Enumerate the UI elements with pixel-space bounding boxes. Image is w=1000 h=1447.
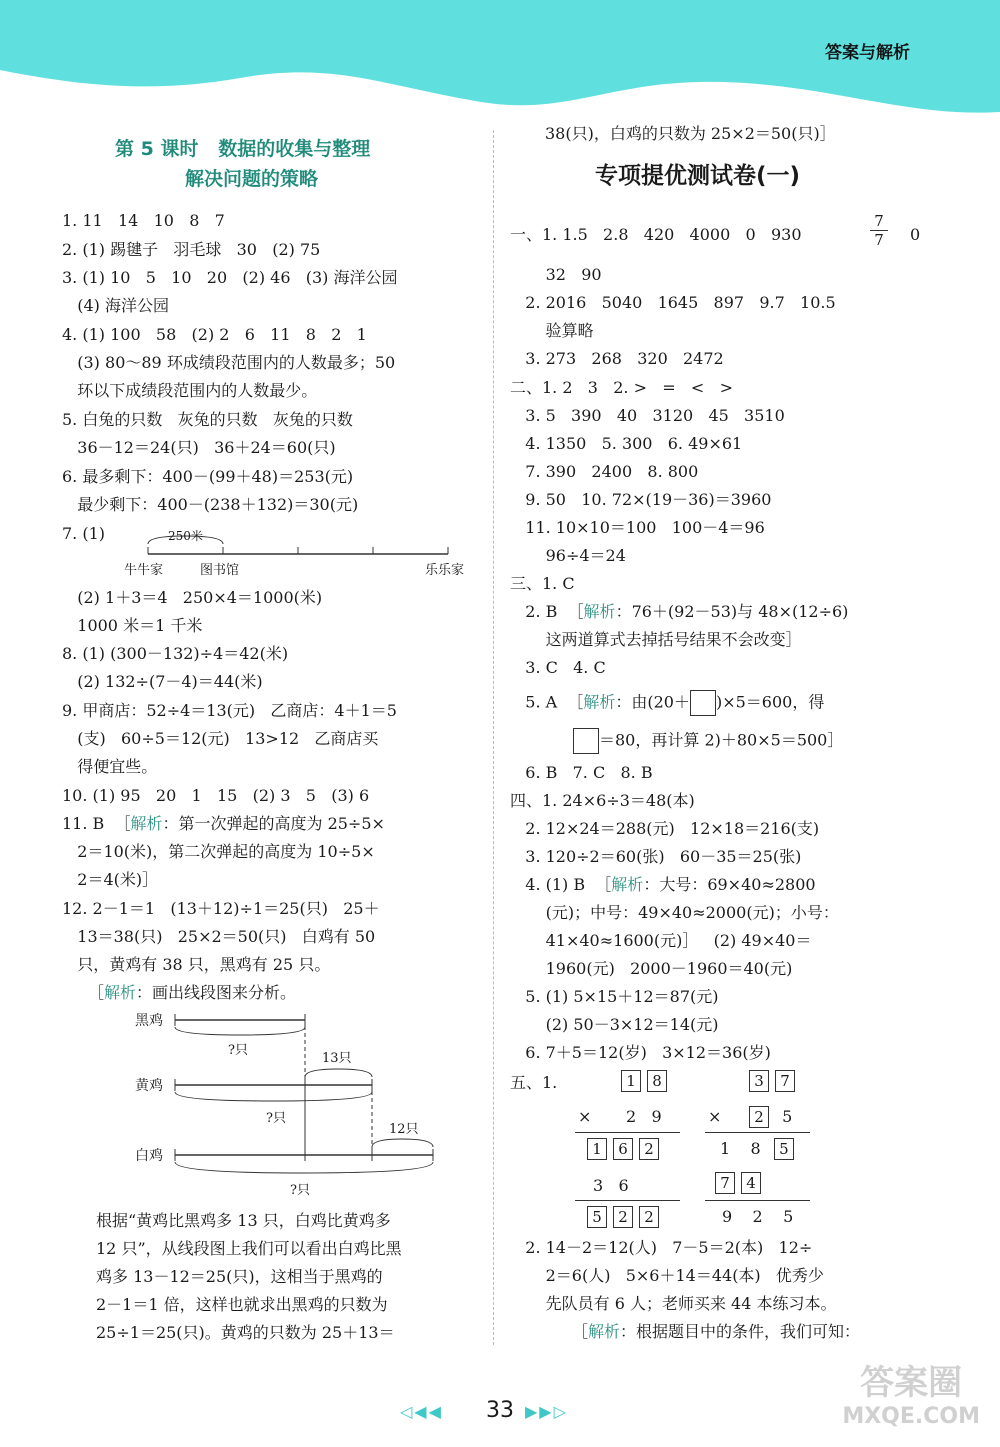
digit: 6 xyxy=(618,1176,629,1195)
answer-line: 5. 白兔的只数 灰兔的只数 灰兔的只数 xyxy=(62,410,353,429)
answer-line: 这两道算式去掉括号结果不会改变］ xyxy=(510,630,802,649)
digit: 2 xyxy=(752,1207,763,1226)
answer-line: 9. 50 10. 72×(19－36)＝3960 xyxy=(510,490,772,509)
watermark-url: MXQE.COM xyxy=(842,1404,980,1429)
digit-box: 2 xyxy=(749,1106,769,1128)
answer-line: (支) 60÷5＝12(元) 13>12 乙商店买 xyxy=(62,729,379,748)
answer-line: 7. (1) xyxy=(62,524,106,543)
continued-line: 38(只)，白鸡的只数为 25×2＝50(只)］ xyxy=(545,124,836,143)
diagram-label: ?只 xyxy=(266,1111,286,1126)
answer-line: 3. 273 268 320 2472 xyxy=(510,349,724,368)
answer-line: 6. 最多剩下：400－(99＋48)＝253(元) xyxy=(62,467,354,486)
answer-line: 2. (1) 踢毽子 羽毛球 30 (2) 75 xyxy=(62,240,321,259)
times-sign: × xyxy=(708,1107,722,1126)
diagram-label: 图书馆 xyxy=(200,563,240,578)
answer-line-q5b: ＝80，再计算 2)＋80×5＝500］ xyxy=(573,728,843,754)
section-label: 五、1. xyxy=(510,1073,558,1092)
explain-line: 鸡多 13－12＝25(只)，这相当于黑鸡的 xyxy=(96,1267,383,1286)
answer-line: 12. 2－1＝1 (13＋12)÷1＝25(只) 25＋ xyxy=(62,899,380,918)
answer-line: 验算略 xyxy=(510,321,594,340)
digit-box: 7 xyxy=(775,1070,795,1092)
diagram-label: 黄鸡 xyxy=(135,1078,163,1094)
answer-line: 1960(元) 2000－1960＝40(元) xyxy=(510,959,793,978)
diagram-label: 12只 xyxy=(389,1122,419,1137)
answer-line: 只，黄鸡有 38 只，黑鸡有 25 只。 xyxy=(62,955,331,974)
diagram-label: 牛牛家 xyxy=(124,563,164,578)
section-title: 专项提优测试卷(一) xyxy=(595,163,801,189)
answer-line: 6. 7＋5＝12(岁) 3×12＝36(岁) xyxy=(510,1043,771,1062)
blank-box xyxy=(573,728,599,754)
answer-line: (2) 132÷(7－4)＝44(米) xyxy=(62,672,263,691)
answer-line: 13＝38(只) 25×2＝50(只) 白鸡有 50 xyxy=(62,927,376,946)
fraction-numerator: 7 xyxy=(874,212,884,230)
explain-line: 2－1＝1 倍，这样也就求出黑鸡的只数为 xyxy=(96,1295,388,1314)
digit-box: 5 xyxy=(587,1206,607,1228)
answer-line: 先队员有 6 人；老师买来 44 本练习本。 xyxy=(510,1294,837,1313)
answer-line: 11. 10×10＝100 100－4＝96 xyxy=(510,518,765,537)
times-sign: × xyxy=(578,1107,592,1126)
next-arrows-icon: ▶▶▷ xyxy=(525,1402,568,1421)
explain-line: 12 只”，从线段图上我们可以看出白鸡比黑 xyxy=(96,1239,402,1258)
explain-line: 25÷1＝25(只)。黄鸡的只数为 25＋13＝ xyxy=(96,1323,395,1342)
answer-line: 环以下成绩段范围内的人数最少。 xyxy=(62,381,318,400)
answer-line: 2. 12×24＝288(元) 12×18＝216(支) xyxy=(510,819,820,838)
answer-line: 6. B 7. C 8. B xyxy=(510,763,653,782)
answer-line: 10. (1) 95 20 1 15 (2) 3 5 (3) 6 xyxy=(62,786,370,805)
answer-line: 一、1. 1.5 2.8 420 4000 0 930 xyxy=(510,225,802,244)
answer-line: 最少剩下：400－(238＋132)＝30(元) xyxy=(62,495,359,514)
answer-line: 3. (1) 10 5 10 20 (2) 46 (3) 海洋公园 xyxy=(62,268,398,287)
answer-value: 0 xyxy=(910,225,921,244)
answer-line: 3. C 4. C xyxy=(510,658,606,677)
hint-line: ［解析：画出线段图来分析。 xyxy=(88,983,297,1002)
fraction xyxy=(870,212,888,249)
answer-line: 2. 2016 5040 1645 897 9.7 10.5 xyxy=(510,293,836,312)
answer-line: 二、1. 2 3 2. > = < > xyxy=(510,378,733,397)
digit: 9 xyxy=(651,1107,662,1126)
answer-line: (4) 海洋公园 xyxy=(62,296,170,315)
blank-box xyxy=(690,690,716,716)
digit: 1 xyxy=(720,1139,731,1158)
digit-box: 4 xyxy=(741,1172,761,1194)
answer-line: 5. (1) 5×15＋12＝87(元) xyxy=(510,987,719,1006)
watermark-main: 答案圈 xyxy=(860,1363,963,1403)
answer-line: 4. (1) 100 58 (2) 2 6 11 8 2 1 xyxy=(62,325,367,344)
diagram-label: 13只 xyxy=(322,1051,352,1066)
answer-line-q2: 2. B ［解析：76＋(92－53)与 48×(12÷6) xyxy=(510,602,849,621)
digit: 5 xyxy=(782,1107,793,1126)
answer-line: 36－12＝24(只) 36＋24＝60(只) xyxy=(62,438,336,457)
answer-line: 四、1. 24×6÷3＝48(本) xyxy=(510,791,695,810)
digit-box: 3 xyxy=(749,1070,769,1092)
header-label: 答案与解析 xyxy=(825,43,910,63)
answer-line: 2＝10(米)，第二次弹起的高度为 10÷5× xyxy=(62,842,375,861)
answer-line: 32 90 xyxy=(510,265,602,284)
digit: 3 xyxy=(593,1176,604,1195)
diagram-distance: 250米 xyxy=(168,529,203,543)
digit: 5 xyxy=(783,1207,794,1226)
answer-line: (元)；中号：49×40≈2000(元)；小号： xyxy=(510,903,839,922)
diagram-label: ?只 xyxy=(290,1183,310,1198)
answer-line-q11: 11. B ［解析：第一次弹起的高度为 25÷5× xyxy=(62,814,385,833)
digit-box: 1 xyxy=(621,1070,641,1092)
calc-rule xyxy=(575,1200,680,1201)
answer-line-q4: 4. (1) B ［解析：大号：69×40≈2800 xyxy=(510,875,816,894)
answer-line: 96÷4＝24 xyxy=(510,546,626,565)
answer-line: (2) 50－3×12＝14(元) xyxy=(510,1015,719,1034)
answer-line: 2＝4(米)］ xyxy=(62,870,159,889)
answer-line: 41×40≈1600(元)］ (2) 49×40＝ xyxy=(510,931,812,950)
digit-box: 1 xyxy=(587,1138,607,1160)
answer-line: 1000 米＝1 千米 xyxy=(62,616,203,635)
lesson-title: 第 5 课时 数据的收集与整理 xyxy=(115,138,371,160)
answer-line: (3) 80～89 环成绩段范围内的人数最多；50 xyxy=(62,353,396,372)
answer-line: 3. 5 390 40 3120 45 3510 xyxy=(510,406,785,425)
calc-rule xyxy=(705,1132,810,1133)
column-divider xyxy=(493,130,494,1345)
calc-rule xyxy=(575,1132,680,1133)
answer-line: 2＝6(人) 5×6＋14＝44(本) 优秀少 xyxy=(510,1266,824,1285)
digit-box: 8 xyxy=(647,1070,667,1092)
digit: 9 xyxy=(722,1207,733,1226)
digit-box: 5 xyxy=(774,1138,794,1160)
diagram-label: 黑鸡 xyxy=(135,1013,163,1029)
answer-line: 1. 11 14 10 8 7 xyxy=(62,211,225,230)
fraction-denominator: 7 xyxy=(870,230,888,249)
answer-line: 7. 390 2400 8. 800 xyxy=(510,462,699,481)
answer-line: 得便宜些。 xyxy=(62,757,158,776)
answer-line: 8. (1) (300－132)÷4＝42(米) xyxy=(62,644,289,663)
digit-box: 2 xyxy=(613,1206,633,1228)
segment-diagram-q12 xyxy=(130,1005,450,1205)
prev-arrows-icon: ◁◀◀ xyxy=(400,1402,443,1421)
lesson-subtitle: 解决问题的策略 xyxy=(185,168,319,190)
explain-line: 根据“黄鸡比黑鸡多 13 只，白鸡比黄鸡多 xyxy=(96,1211,391,1230)
page-number: 33 xyxy=(486,1398,514,1423)
digit-box: 7 xyxy=(715,1172,735,1194)
digit: 2 xyxy=(626,1107,637,1126)
watermark-logo xyxy=(842,1355,980,1429)
answer-line: 4. 1350 5. 300 6. 49×61 xyxy=(510,434,743,453)
digit-box: 2 xyxy=(639,1138,659,1160)
digit: 8 xyxy=(750,1139,761,1158)
digit-box: 6 xyxy=(613,1138,633,1160)
answer-line: 三、1. C xyxy=(510,574,575,593)
hint-line: ［解析：根据题目中的条件，我们可知： xyxy=(572,1322,861,1341)
digit-box: 2 xyxy=(639,1206,659,1228)
diagram-label: 白鸡 xyxy=(135,1148,163,1164)
answer-line-q5: 5. A ［解析：由(20＋ )×5＝600，得 xyxy=(510,690,824,716)
diagram-label: ?只 xyxy=(228,1043,248,1058)
diagram-label: 乐乐家 xyxy=(425,563,465,578)
answer-line: 9. 甲商店：52÷4＝13(元) 乙商店：4＋1＝5 xyxy=(62,701,397,720)
answer-line: (2) 1＋3＝4 250×4＝1000(米) xyxy=(62,588,323,607)
calc-rule xyxy=(705,1200,810,1201)
answer-line: 2. 14－2＝12(人) 7－5＝2(本) 12÷ xyxy=(510,1238,813,1257)
answer-line: 3. 120÷2＝60(张) 60－35＝25(张) xyxy=(510,847,802,866)
